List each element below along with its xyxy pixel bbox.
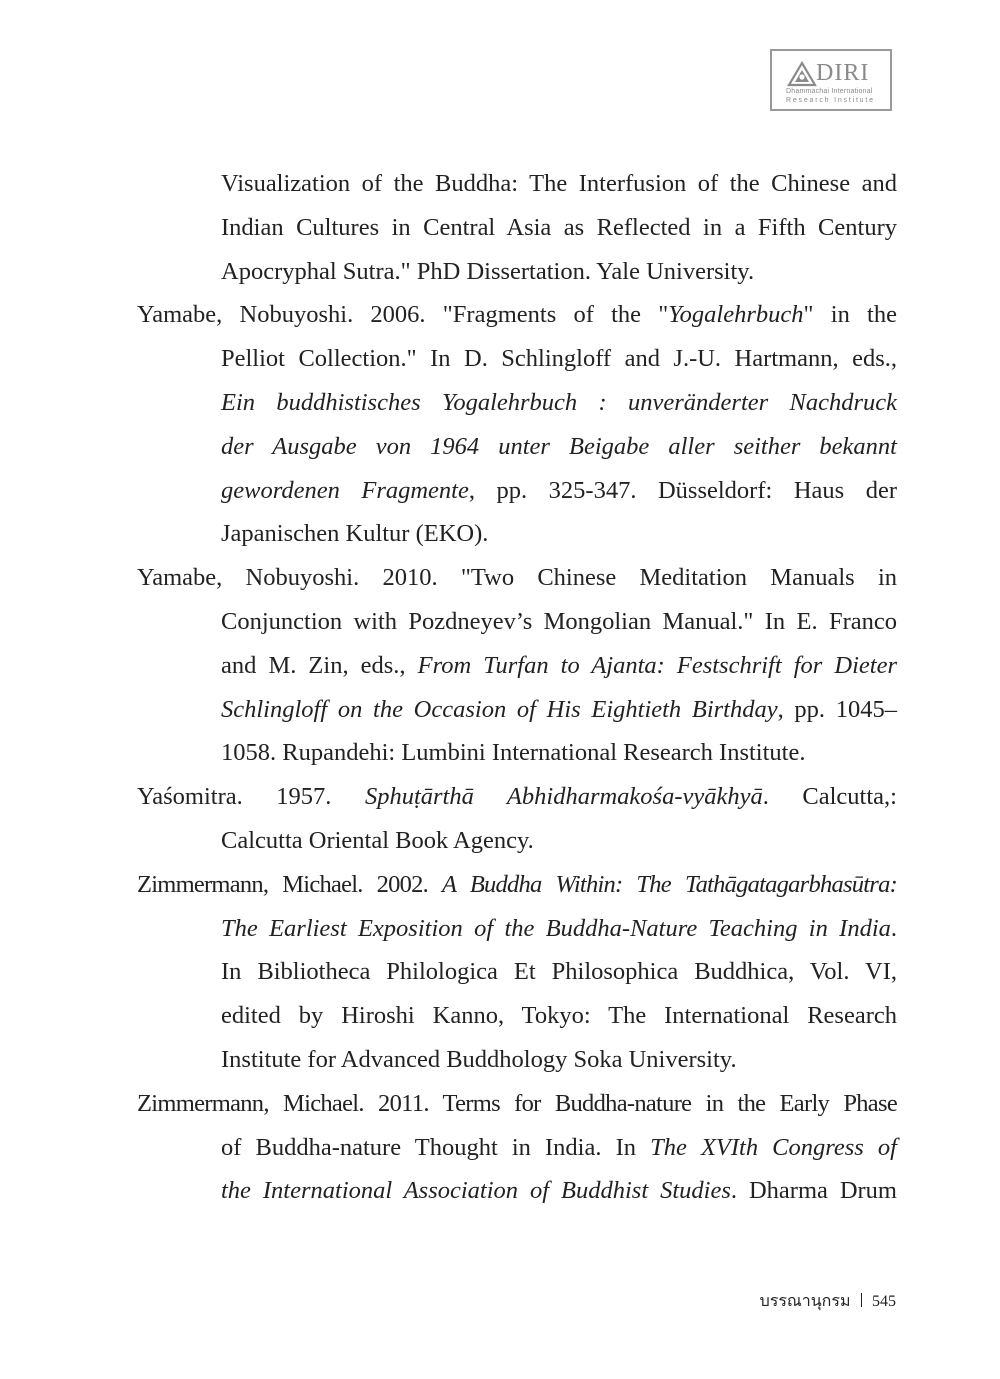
text-line: Institute for Advanced Buddhology Soka University. xyxy=(221,1045,737,1073)
logo-subtitle-line1: Dhammachai International xyxy=(786,88,873,95)
text-line: Ein buddhistisches Yogalehrbuch : unveränderter Nachdruck xyxy=(221,388,897,416)
text-line: of Buddha-nature Thought in India. In The XVIth Congress of xyxy=(221,1133,897,1161)
text-line: Visualization of the Buddha: The Interfusion of the Chinese and xyxy=(221,170,897,197)
triangle-logo-icon xyxy=(787,61,817,87)
footer-section-title: บรรณานุกรม xyxy=(759,1293,851,1310)
text-line: der Ausgabe von 1964 unter Beigabe aller seither bekannt xyxy=(221,432,897,460)
text-line: Indian Cultures in Central Asia as Reflected in a Fifth Century xyxy=(221,213,897,241)
text-line: edited by Hiroshi Kanno, Tokyo: The International Research xyxy=(221,1002,897,1030)
text-line: and M. Zin, eds., From Turfan to Ajanta: Festschrift for Dieter xyxy=(221,651,897,679)
footer-separator xyxy=(861,1293,863,1307)
text-line: Schlingloff on the Occasion of His Eightieth Birthday, pp. 1045– xyxy=(221,695,897,723)
text-line: the International Association of Buddhist Studies. Dharma Drum xyxy=(221,1177,897,1205)
entry-first-line: Zimmermann, Michael. 2002. A Buddha Within: The Tathāgatagarbhasūtra: xyxy=(137,870,898,898)
page-number: 545 xyxy=(872,1293,896,1310)
entry-first-line: Yamabe, Nobuyoshi. 2010. "Two Chinese Meditation Manuals in xyxy=(137,564,897,592)
logo-subtitle-line2: Research Institute xyxy=(786,97,875,104)
text-line: Calcutta Oriental Book Agency. xyxy=(221,826,534,854)
text-line: gewordenen Fragmente, pp. 325-347. Düsseldorf: Haus der xyxy=(221,476,897,504)
text-line: The Earliest Exposition of the Buddha-Nature Teaching in India. xyxy=(221,914,897,942)
diri-logo xyxy=(770,49,892,111)
page-footer xyxy=(760,1290,896,1314)
logo-name: DIRI xyxy=(816,60,870,86)
text-line: Conjunction with Pozdneyev’s Mongolian Manual." In E. Franco xyxy=(221,607,897,635)
text-line: 1058. Rupandehi: Lumbini International Research Institute. xyxy=(221,739,806,767)
entry-first-line: Yaśomitra. 1957. Sphuṭārthā Abhidharmakośa-vyākhyā. Calcutta,: xyxy=(137,783,897,811)
bibliography-body xyxy=(137,162,897,1213)
text-line: In Bibliotheca Philologica Et Philosophica Buddhica, Vol. VI, xyxy=(221,958,897,986)
entry-first-line: Zimmermann, Michael. 2011. Terms for Buddha-nature in the Early Phase xyxy=(137,1089,897,1117)
text-line: Japanischen Kultur (EKO). xyxy=(221,520,489,548)
text-line: Pelliot Collection." In D. Schlingloff and J.-U. Hartmann, eds., xyxy=(221,345,897,373)
entry-first-line: Yamabe, Nobuyoshi. 2006. "Fragments of the "Yogalehrbuch" in the xyxy=(137,301,897,329)
text-line: Apocryphal Sutra." PhD Dissertation. Yale University. xyxy=(221,257,755,285)
